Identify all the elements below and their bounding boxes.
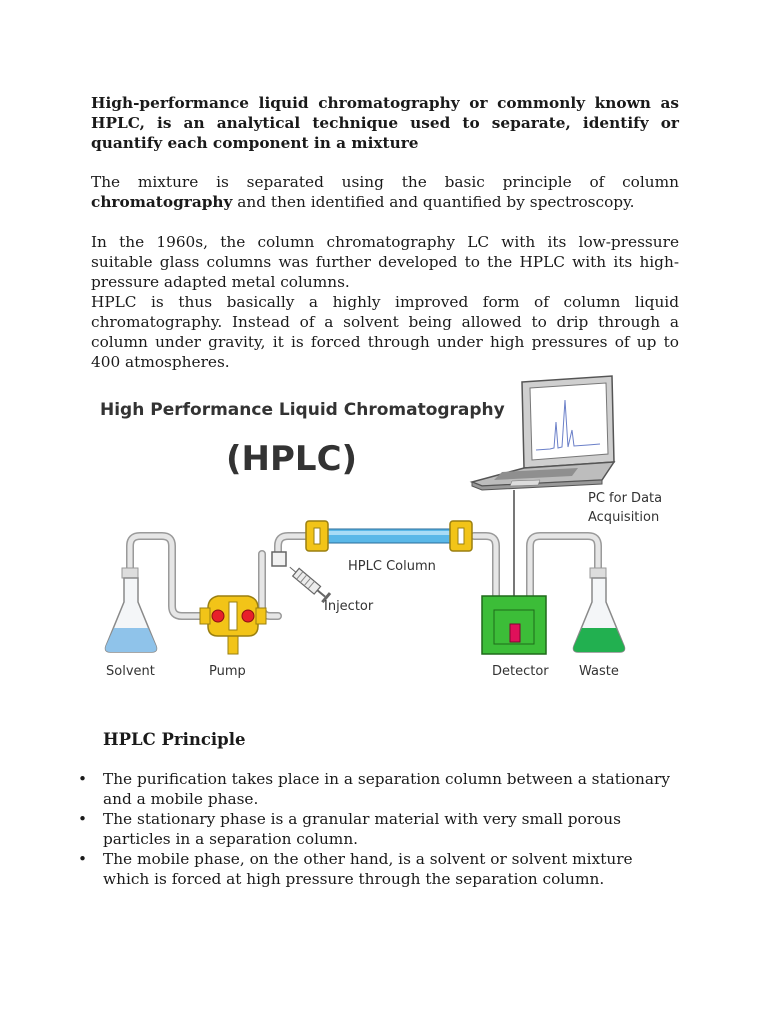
paragraph-principle-text-start: The mixture is separated using the basic principle of column [91, 173, 679, 191]
detector [482, 596, 546, 654]
bullet-icon: • [78, 770, 88, 788]
injector-label: Injector [324, 599, 374, 614]
hplc-column [306, 521, 472, 551]
list-item-text: The purification takes place in a separation column between a stationary and a mobile phase. [103, 770, 670, 808]
section-title: HPLC Principle [103, 730, 246, 749]
pump-label: Pump [209, 664, 246, 679]
solvent-liquid [106, 628, 157, 652]
paragraph-principle-text-end: and then identified and quantified by spectroscopy. [232, 193, 635, 211]
bullet-icon: • [78, 810, 88, 828]
chromatography-term: chromatography [91, 193, 233, 211]
solvent-label: Solvent [106, 664, 155, 679]
paragraph-improvement: HPLC is thus basically a highly improved form of column liquid chromatography. Instead of a solvent being allowed to drip through a column under gravity, it is forced through under high pressures of up to 400 atmospheres. [91, 293, 679, 371]
hplc-column-label: HPLC Column [348, 559, 436, 574]
diagram-title: High Performance Liquid Chromatography [100, 400, 505, 420]
detector-label: Detector [492, 664, 549, 679]
paragraph-principle [91, 172, 679, 212]
paragraph-history: In the 1960s, the column chromatography LC with its low-pressure suitable glass columns was further developed to the HPLC with its high-pressure adapted metal columns. [91, 233, 679, 291]
solvent-flask [106, 568, 157, 652]
intro-heading: High-performance liquid chromatography or commonly known as HPLC, is an analytical technique used to separate, identify or quantify each component in a mixture [91, 94, 679, 152]
list-item-text: The stationary phase is a granular material with very small porous particles in a separation column. [103, 810, 621, 848]
bullet-icon: • [78, 850, 88, 868]
waste-liquid [574, 628, 625, 652]
hplc-diagram [92, 370, 684, 690]
list-item [64, 849, 682, 889]
waste-flask [574, 568, 625, 652]
principle-list [64, 769, 682, 889]
detector-indicator [510, 624, 520, 642]
list-item [64, 769, 682, 809]
list-item [64, 809, 682, 849]
pc-label-line1: PC for Data [588, 491, 663, 506]
list-item-text: The mobile phase, on the other hand, is a solvent or solvent mixture which is forced at high pressure through the separation column. [103, 850, 633, 888]
laptop [472, 376, 614, 490]
pump [200, 596, 266, 654]
injector [272, 552, 331, 603]
diagram-subtitle: (HPLC) [226, 439, 358, 479]
waste-label: Waste [579, 664, 619, 679]
pc-label-line2: Acquisition [588, 510, 660, 525]
